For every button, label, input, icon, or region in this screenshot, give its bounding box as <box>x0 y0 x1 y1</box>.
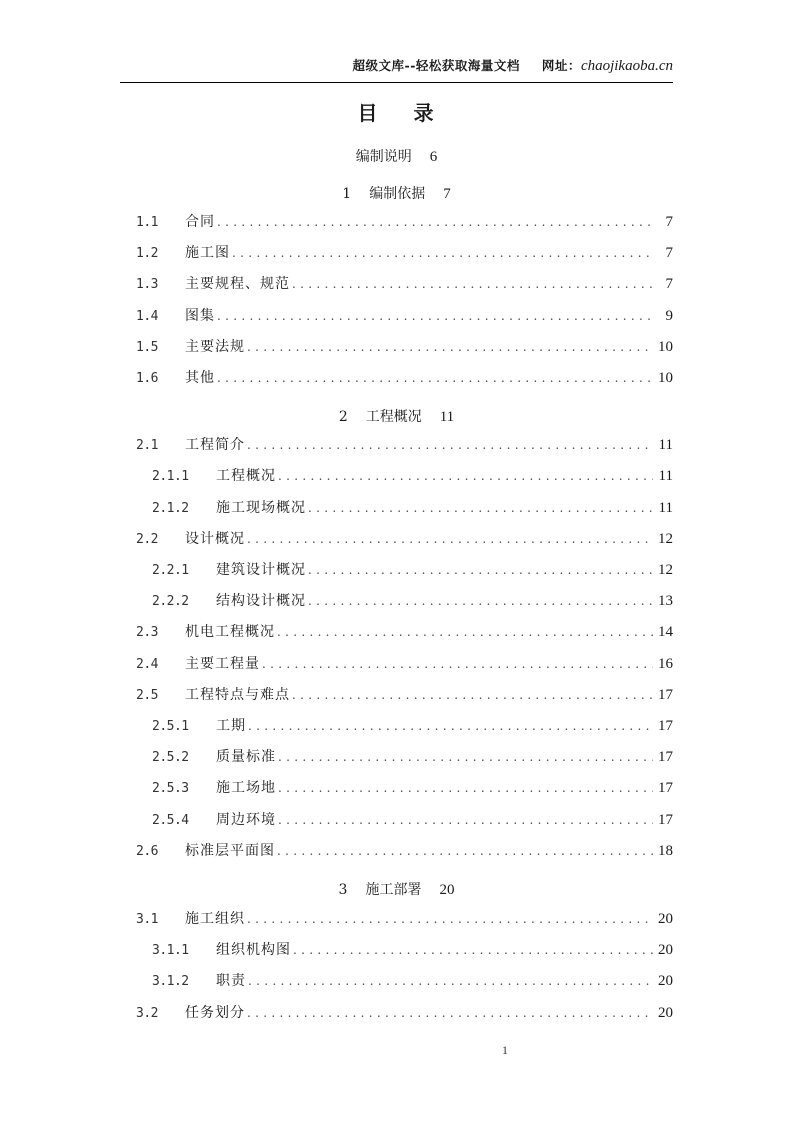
dot-leader <box>248 716 653 736</box>
entry-number: 1.2 <box>136 246 158 261</box>
header-divider <box>120 82 673 83</box>
entry-page: 7 <box>665 214 673 230</box>
toc-entry[interactable] <box>152 810 673 830</box>
entry-label: 结构设计概况 <box>216 593 306 609</box>
dot-leader <box>247 909 653 929</box>
dot-leader <box>247 337 653 357</box>
entry-label: 施工场地 <box>216 780 276 796</box>
dot-leader <box>262 654 653 674</box>
entry-number: 2.2.2 <box>152 594 189 609</box>
entry-number: 1.5 <box>136 340 158 355</box>
toc-entry[interactable] <box>136 212 673 232</box>
entry-number: 2.2 <box>136 532 158 547</box>
entry-label: 主要规程、规范 <box>185 276 290 292</box>
entry-label: 施工现场概况 <box>216 500 306 516</box>
toc-entry[interactable] <box>136 685 673 705</box>
site-url[interactable]: chaojikaoba.cn <box>580 58 673 74</box>
entry-label: 机电工程概况 <box>185 624 275 640</box>
entry-label: 工程特点与难点 <box>185 687 290 703</box>
entry-page: 18 <box>658 843 673 859</box>
toc-intro[interactable] <box>0 147 793 167</box>
entry-number: 2.6 <box>136 844 158 859</box>
dot-leader <box>278 466 653 486</box>
site-name: 超级文库--轻松获取海量文档 <box>352 58 520 73</box>
entry-label: 标准层平面图 <box>185 843 275 859</box>
entry-label: 施工组织 <box>185 911 245 927</box>
toc-entry[interactable] <box>136 368 673 388</box>
dot-leader <box>278 747 653 767</box>
toc-entry[interactable] <box>152 778 673 798</box>
entry-number: 1.4 <box>136 309 158 324</box>
entry-label: 工程概况 <box>216 468 276 484</box>
entry-number: 1.6 <box>136 371 158 386</box>
toc-entry[interactable] <box>136 909 673 929</box>
entry-page: 16 <box>658 656 673 672</box>
toc-intro-label: 编制说明 <box>355 149 412 165</box>
entry-page: 20 <box>658 973 673 989</box>
entry-page: 9 <box>665 308 673 324</box>
entry-label: 建筑设计概况 <box>216 562 306 578</box>
chapter-label: 施工部署 <box>365 882 422 898</box>
dot-leader <box>247 529 653 549</box>
toc-entry[interactable] <box>136 274 673 294</box>
chapter-label: 编制依据 <box>369 186 426 202</box>
dot-leader <box>293 940 653 960</box>
toc-entry[interactable] <box>136 435 673 455</box>
dot-leader <box>217 212 653 232</box>
entry-page: 17 <box>658 718 673 734</box>
entry-page: 11 <box>658 500 673 516</box>
toc-chapter-3[interactable] <box>0 880 793 900</box>
dot-leader <box>292 685 653 705</box>
entry-page: 10 <box>658 370 673 386</box>
toc-entry[interactable] <box>136 841 673 861</box>
entry-page: 12 <box>658 531 673 547</box>
entry-page: 17 <box>658 812 673 828</box>
entry-number: 3.1 <box>136 912 158 927</box>
toc-title-part2: 录 <box>413 101 436 125</box>
entry-number: 2.5.3 <box>152 781 189 796</box>
toc-entry[interactable] <box>152 716 673 736</box>
page-header <box>120 56 673 82</box>
entry-page: 17 <box>658 749 673 765</box>
toc-entry[interactable] <box>136 654 673 674</box>
entry-label: 合同 <box>185 214 215 230</box>
chapter-label: 工程概况 <box>365 409 422 425</box>
entry-page: 17 <box>658 687 673 703</box>
chapter-number: 2 <box>338 409 348 425</box>
entry-label: 周边环境 <box>216 812 276 828</box>
entry-page: 20 <box>658 911 673 927</box>
dot-leader <box>292 274 653 294</box>
entry-label: 职责 <box>216 973 246 989</box>
entry-label: 工期 <box>216 718 246 734</box>
dot-leader <box>308 591 653 611</box>
entry-page: 7 <box>665 276 673 292</box>
toc-entry[interactable] <box>152 466 673 486</box>
entry-page: 13 <box>658 593 673 609</box>
toc-entry[interactable] <box>152 747 673 767</box>
entry-page: 7 <box>665 245 673 261</box>
dot-leader <box>247 435 653 455</box>
entry-number: 2.1.2 <box>152 501 189 516</box>
toc-entry[interactable] <box>136 337 673 357</box>
entry-number: 1.1 <box>136 215 158 230</box>
toc-title <box>0 97 793 126</box>
entry-number: 1.3 <box>136 277 158 292</box>
dot-leader <box>247 1003 653 1023</box>
entry-label: 主要法规 <box>185 339 245 355</box>
entry-page: 14 <box>658 624 673 640</box>
entry-number: 2.3 <box>136 625 158 640</box>
toc-chapter-2[interactable] <box>0 407 793 427</box>
dot-leader <box>278 810 653 830</box>
entry-label: 设计概况 <box>185 531 245 547</box>
toc-title-part1: 目 <box>357 101 380 125</box>
entry-number: 2.5 <box>136 688 158 703</box>
dot-leader <box>217 306 653 326</box>
toc-entry[interactable] <box>136 622 673 642</box>
entry-page: 11 <box>658 468 673 484</box>
toc-entry[interactable] <box>136 306 673 326</box>
dot-leader <box>277 622 653 642</box>
toc-entry[interactable] <box>136 243 673 263</box>
entry-number: 2.5.1 <box>152 719 189 734</box>
entry-page: 20 <box>658 942 673 958</box>
dot-leader <box>308 560 653 580</box>
chapter-number: 3 <box>338 882 348 898</box>
entry-number: 2.2.1 <box>152 563 189 578</box>
page-number: 1 <box>502 1043 508 1057</box>
entry-label: 主要工程量 <box>185 656 260 672</box>
entry-label: 质量标准 <box>216 749 276 765</box>
dot-leader <box>248 971 653 991</box>
toc-intro-page: 6 <box>429 149 438 165</box>
entry-number: 3.2 <box>136 1006 158 1021</box>
entry-label: 施工图 <box>185 245 230 261</box>
entry-label: 工程简介 <box>185 437 245 453</box>
chapter-page: 11 <box>439 409 455 425</box>
toc-entry[interactable] <box>136 529 673 549</box>
entry-label: 任务划分 <box>185 1005 245 1021</box>
toc-chapter-1[interactable] <box>0 184 793 204</box>
entry-page: 20 <box>658 1005 673 1021</box>
toc-entry[interactable] <box>152 591 673 611</box>
dot-leader <box>278 778 653 798</box>
entry-number: 2.1 <box>136 438 158 453</box>
entry-number: 3.1.1 <box>152 943 189 958</box>
entry-number: 2.1.1 <box>152 469 189 484</box>
entry-page: 10 <box>658 339 673 355</box>
toc-entry[interactable] <box>152 560 673 580</box>
url-label: 网址： <box>541 58 581 73</box>
toc-entry[interactable] <box>152 940 673 960</box>
entry-number: 2.5.2 <box>152 750 189 765</box>
entry-label: 图集 <box>185 308 215 324</box>
entry-page: 12 <box>658 562 673 578</box>
dot-leader <box>277 841 653 861</box>
entry-page: 17 <box>658 780 673 796</box>
dot-leader <box>308 498 653 518</box>
chapter-number: 1 <box>342 186 352 202</box>
entry-number: 2.4 <box>136 657 158 672</box>
entry-number: 2.5.4 <box>152 813 189 828</box>
entry-number: 3.1.2 <box>152 974 189 989</box>
toc-entry[interactable] <box>152 498 673 518</box>
dot-leader <box>217 368 653 388</box>
toc-entry[interactable] <box>136 1003 673 1023</box>
entry-page: 11 <box>658 437 673 453</box>
entry-label: 组织机构图 <box>216 942 291 958</box>
chapter-page: 7 <box>443 186 451 202</box>
dot-leader <box>232 243 653 263</box>
chapter-page: 20 <box>439 882 455 898</box>
entry-label: 其他 <box>185 370 215 386</box>
toc-entry[interactable] <box>152 971 673 991</box>
